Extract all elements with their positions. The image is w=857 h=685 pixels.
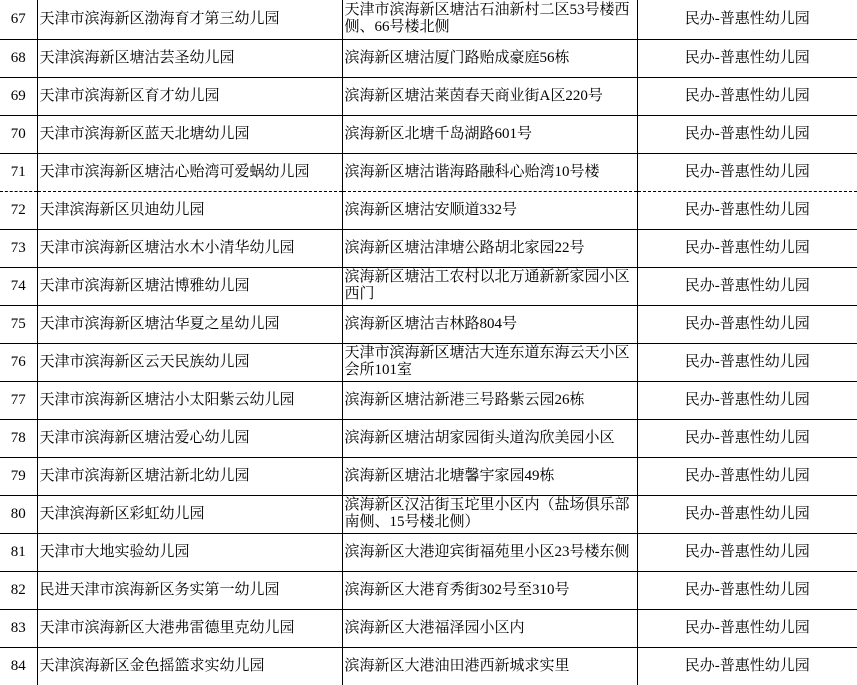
kindergarten-name-cell: 天津市滨海新区塘沽小太阳紫云幼儿园	[37, 381, 342, 419]
table-row	[0, 191, 857, 229]
kindergarten-address-cell: 滨海新区塘沽新港三号路紫云园26栋	[342, 381, 637, 419]
kindergarten-address-cell: 滨海新区大港油田港西新城求实里	[342, 647, 637, 685]
row-number-cell: 72	[0, 191, 37, 229]
kindergarten-type-cell: 民办-普惠性幼儿园	[637, 115, 857, 153]
table-row	[0, 267, 857, 305]
kindergarten-type-cell: 民办-普惠性幼儿园	[637, 229, 857, 267]
kindergarten-type-cell: 民办-普惠性幼儿园	[637, 39, 857, 77]
kindergarten-name-cell: 天津市滨海新区大港弗雷德里克幼儿园	[37, 609, 342, 647]
kindergarten-address-cell: 滨海新区塘沽北塘馨宇家园49栋	[342, 457, 637, 495]
table-row	[0, 419, 857, 457]
kindergarten-address-cell: 滨海新区塘沽谐海路融科心贻湾10号楼	[342, 153, 637, 191]
table-row	[0, 77, 857, 115]
kindergarten-name-cell: 天津市滨海新区塘沽水木小清华幼儿园	[37, 229, 342, 267]
row-number-cell: 80	[0, 495, 37, 533]
row-number-cell: 81	[0, 533, 37, 571]
kindergarten-type-cell: 民办-普惠性幼儿园	[637, 191, 857, 229]
kindergarten-name-cell: 天津市滨海新区塘沽爱心幼儿园	[37, 419, 342, 457]
table-row	[0, 647, 857, 685]
kindergarten-type-cell: 民办-普惠性幼儿园	[637, 77, 857, 115]
kindergarten-name-cell: 天津市滨海新区塘沽心贻湾可爱蜗幼儿园	[37, 153, 342, 191]
kindergarten-type-cell: 民办-普惠性幼儿园	[637, 419, 857, 457]
table-row	[0, 0, 857, 39]
table-row	[0, 571, 857, 609]
kindergarten-address-cell: 天津市滨海新区塘沽大连东道东海云天小区会所101室	[342, 343, 637, 381]
kindergarten-address-cell: 滨海新区大港育秀街302号至310号	[342, 571, 637, 609]
kindergarten-type-cell: 民办-普惠性幼儿园	[637, 457, 857, 495]
table-row	[0, 495, 857, 533]
table-row	[0, 229, 857, 267]
kindergarten-type-cell: 民办-普惠性幼儿园	[637, 305, 857, 343]
row-number-cell: 84	[10, 657, 26, 674]
row-number-cell: 77	[0, 381, 37, 419]
kindergarten-name-cell: 天津市滨海新区塘沽华夏之星幼儿园	[37, 305, 342, 343]
kindergarten-type-cell: 民办-普惠性幼儿园	[637, 0, 857, 39]
kindergarten-type-cell: 民办-普惠性幼儿园	[637, 571, 857, 609]
row-number-cell: 78	[0, 419, 37, 457]
table-row	[0, 115, 857, 153]
kindergarten-address-cell: 滨海新区汉沽街玉坨里小区内（盐场俱乐部南侧、15号楼北侧）	[342, 495, 637, 533]
kindergarten-type-cell: 民办-普惠性幼儿园	[637, 647, 857, 685]
table-row	[0, 533, 857, 571]
table-row	[0, 609, 857, 647]
kindergarten-address-cell: 滨海新区大港福泽园小区内	[342, 609, 637, 647]
row-number-cell: 75	[0, 305, 37, 343]
kindergarten-name-cell: 天津市大地实验幼儿园	[37, 533, 342, 571]
row-number-cell: 68	[0, 39, 37, 77]
kindergarten-type-cell: 民办-普惠性幼儿园	[637, 267, 857, 305]
kindergarten-name-cell: 天津市滨海新区渤海育才第三幼儿园	[37, 0, 342, 39]
kindergarten-type-cell: 民办-普惠性幼儿园	[637, 609, 857, 647]
kindergarten-address-cell: 滨海新区塘沽工农村以北万通新新家园小区西门	[342, 267, 637, 305]
row-number-cell: 79	[0, 457, 37, 495]
kindergarten-name-cell: 天津市滨海新区塘沽博雅幼儿园	[37, 267, 342, 305]
table-row	[0, 39, 857, 77]
kindergarten-name-cell: 天津滨海新区贝迪幼儿园	[37, 191, 342, 229]
kindergarten-name-cell: 天津市滨海新区育才幼儿园	[37, 77, 342, 115]
kindergarten-name-cell: 天津市滨海新区塘沽新北幼儿园	[37, 457, 342, 495]
row-number-cell: 67	[0, 0, 37, 39]
row-number-cell: 73	[0, 229, 37, 267]
row-number-cell: 82	[0, 571, 37, 609]
kindergarten-name-cell: 天津滨海新区金色摇篮求实幼儿园	[37, 647, 342, 685]
row-number-cell: 69	[0, 77, 37, 115]
kindergarten-name-cell: 天津滨海新区彩虹幼儿园	[37, 495, 342, 533]
kindergarten-address-cell: 滨海新区塘沽吉林路804号	[342, 305, 637, 343]
row-number-cell: 70	[0, 115, 37, 153]
kindergarten-name-cell: 天津市滨海新区云天民族幼儿园	[37, 343, 342, 381]
table-row	[0, 343, 857, 381]
kindergarten-type-cell: 民办-普惠性幼儿园	[637, 533, 857, 571]
kindergarten-address-cell: 天津市滨海新区塘沽石油新村二区53号楼西侧、66号楼北侧	[342, 0, 637, 39]
kindergarten-type-cell: 民办-普惠性幼儿园	[637, 153, 857, 191]
kindergarten-name-cell: 天津滨海新区塘沽芸圣幼儿园	[37, 39, 342, 77]
kindergarten-name-cell: 天津市滨海新区蓝天北塘幼儿园	[37, 115, 342, 153]
kindergarten-address-cell: 滨海新区大港迎宾街福苑里小区23号楼东侧	[342, 533, 637, 571]
kindergarten-address-cell: 滨海新区塘沽安顺道332号	[342, 191, 637, 229]
row-number-cell: 83	[0, 609, 37, 647]
table-row	[0, 457, 857, 495]
table-row	[0, 153, 857, 191]
row-number-cell: 76	[0, 343, 37, 381]
kindergarten-type-cell: 民办-普惠性幼儿园	[637, 381, 857, 419]
row-number-cell: 71	[0, 153, 37, 191]
kindergarten-address-cell: 滨海新区塘沽津塘公路胡北家园22号	[342, 229, 637, 267]
kindergarten-name-cell: 民进天津市滨海新区务实第一幼儿园	[37, 571, 342, 609]
kindergarten-type-cell: 民办-普惠性幼儿园	[637, 495, 857, 533]
kindergarten-address-cell: 滨海新区塘沽胡家园街头道沟欣美园小区	[342, 419, 637, 457]
kindergarten-address-cell: 滨海新区塘沽莱茵春天商业街A区220号	[342, 77, 637, 115]
table-row	[0, 305, 857, 343]
kindergarten-type-cell: 民办-普惠性幼儿园	[637, 343, 857, 381]
kindergarten-address-cell: 滨海新区塘沽厦门路贻成豪庭56栋	[342, 39, 637, 77]
table-row	[0, 381, 857, 419]
kindergarten-address-cell: 滨海新区北塘千岛湖路601号	[342, 115, 637, 153]
row-number-cell: 74	[0, 267, 37, 305]
